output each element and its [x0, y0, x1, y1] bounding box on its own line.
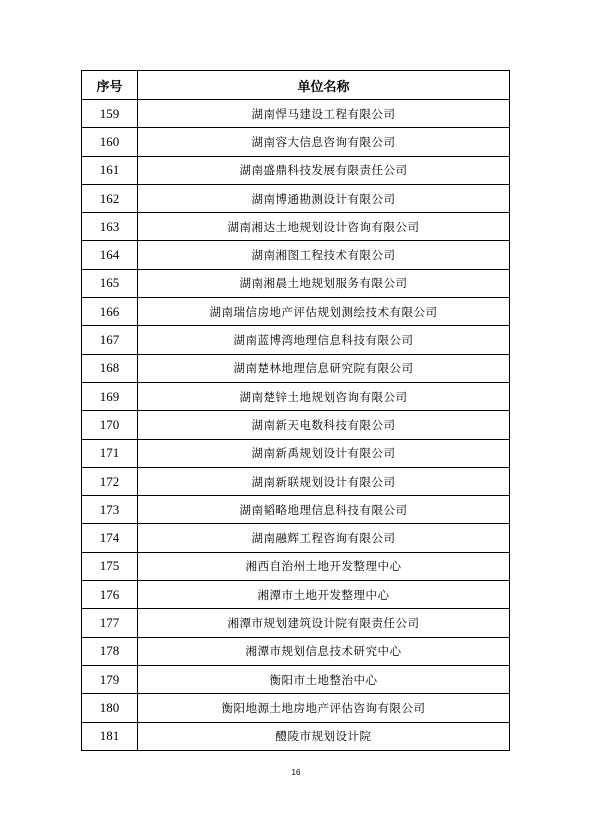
unit-name-cell: 湖南楚林地理信息研究院有限公司 — [138, 354, 510, 382]
table-row — [82, 241, 510, 269]
unit-name-cell: 湖南新禹规划设计有限公司 — [138, 439, 510, 467]
table-row — [82, 439, 510, 467]
unit-name-cell: 湖南瑞信房地产评估规划测绘技术有限公司 — [138, 298, 510, 326]
serial-number-cell: 180 — [82, 694, 138, 722]
serial-number-cell: 181 — [82, 722, 138, 750]
serial-number-cell: 171 — [82, 439, 138, 467]
serial-number-cell: 175 — [82, 552, 138, 580]
serial-number-cell: 159 — [82, 100, 138, 128]
table-header-row — [82, 71, 510, 100]
serial-number-cell: 161 — [82, 156, 138, 184]
serial-number-cell: 177 — [82, 609, 138, 637]
serial-number-cell: 166 — [82, 298, 138, 326]
unit-name-cell: 湖南楚锌土地规划咨询有限公司 — [138, 382, 510, 410]
serial-number-cell: 170 — [82, 411, 138, 439]
table-row — [82, 100, 510, 128]
unit-name-cell: 湖南悍马建设工程有限公司 — [138, 100, 510, 128]
unit-name-cell: 湖南湘晨土地规划服务有限公司 — [138, 269, 510, 297]
unit-name-cell: 湖南蓝博湾地理信息科技有限公司 — [138, 326, 510, 354]
table-row — [82, 354, 510, 382]
table-row — [82, 609, 510, 637]
table-row — [82, 411, 510, 439]
unit-name-cell: 湖南新联规划设计有限公司 — [138, 467, 510, 495]
table-row — [82, 637, 510, 665]
table-row — [82, 552, 510, 580]
table-row — [82, 467, 510, 495]
serial-number-cell: 174 — [82, 524, 138, 552]
serial-number-cell: 160 — [82, 128, 138, 156]
table-row — [82, 382, 510, 410]
table-row — [82, 665, 510, 693]
serial-number-cell: 169 — [82, 382, 138, 410]
serial-number-cell: 167 — [82, 326, 138, 354]
serial-number-cell: 168 — [82, 354, 138, 382]
unit-name-cell: 衡阳市土地整治中心 — [138, 665, 510, 693]
unit-name-cell: 湘潭市规划建筑设计院有限责任公司 — [138, 609, 510, 637]
table-row — [82, 184, 510, 212]
serial-number-cell: 162 — [82, 184, 138, 212]
table-row — [82, 326, 510, 354]
header-unit-name: 单位名称 — [138, 71, 510, 100]
serial-number-cell: 179 — [82, 665, 138, 693]
serial-number-cell: 178 — [82, 637, 138, 665]
unit-list-table — [81, 70, 510, 751]
header-serial-number: 序号 — [82, 71, 138, 100]
serial-number-cell: 173 — [82, 496, 138, 524]
unit-name-cell: 湖南博通勘测设计有限公司 — [138, 184, 510, 212]
serial-number-cell: 172 — [82, 467, 138, 495]
unit-name-cell: 湖南湘达土地规划设计咨询有限公司 — [138, 213, 510, 241]
serial-number-cell: 176 — [82, 581, 138, 609]
table-row — [82, 581, 510, 609]
table-body — [82, 100, 510, 751]
unit-name-cell: 湘潭市规划信息技术研究中心 — [138, 637, 510, 665]
table-row — [82, 298, 510, 326]
unit-name-cell: 湖南盛鼎科技发展有限责任公司 — [138, 156, 510, 184]
table-row — [82, 156, 510, 184]
serial-number-cell: 163 — [82, 213, 138, 241]
table-row — [82, 694, 510, 722]
table-row — [82, 496, 510, 524]
table-row — [82, 128, 510, 156]
table-row — [82, 213, 510, 241]
serial-number-cell: 164 — [82, 241, 138, 269]
table-row — [82, 722, 510, 750]
unit-name-cell: 湖南韬略地理信息科技有限公司 — [138, 496, 510, 524]
unit-name-cell: 衡阳地源土地房地产评估咨询有限公司 — [138, 694, 510, 722]
unit-name-cell: 湘潭市土地开发整理中心 — [138, 581, 510, 609]
unit-name-cell: 湖南新天电数科技有限公司 — [138, 411, 510, 439]
serial-number-cell: 165 — [82, 269, 138, 297]
unit-name-cell: 醴陵市规划设计院 — [138, 722, 510, 750]
unit-name-cell: 湖南融辉工程咨询有限公司 — [138, 524, 510, 552]
page-number: 16 — [291, 768, 301, 777]
unit-name-cell: 湘西自治州土地开发整理中心 — [138, 552, 510, 580]
unit-name-cell: 湖南容大信息咨询有限公司 — [138, 128, 510, 156]
table-row — [82, 524, 510, 552]
unit-name-cell: 湖南湘图工程技术有限公司 — [138, 241, 510, 269]
table-row — [82, 269, 510, 297]
